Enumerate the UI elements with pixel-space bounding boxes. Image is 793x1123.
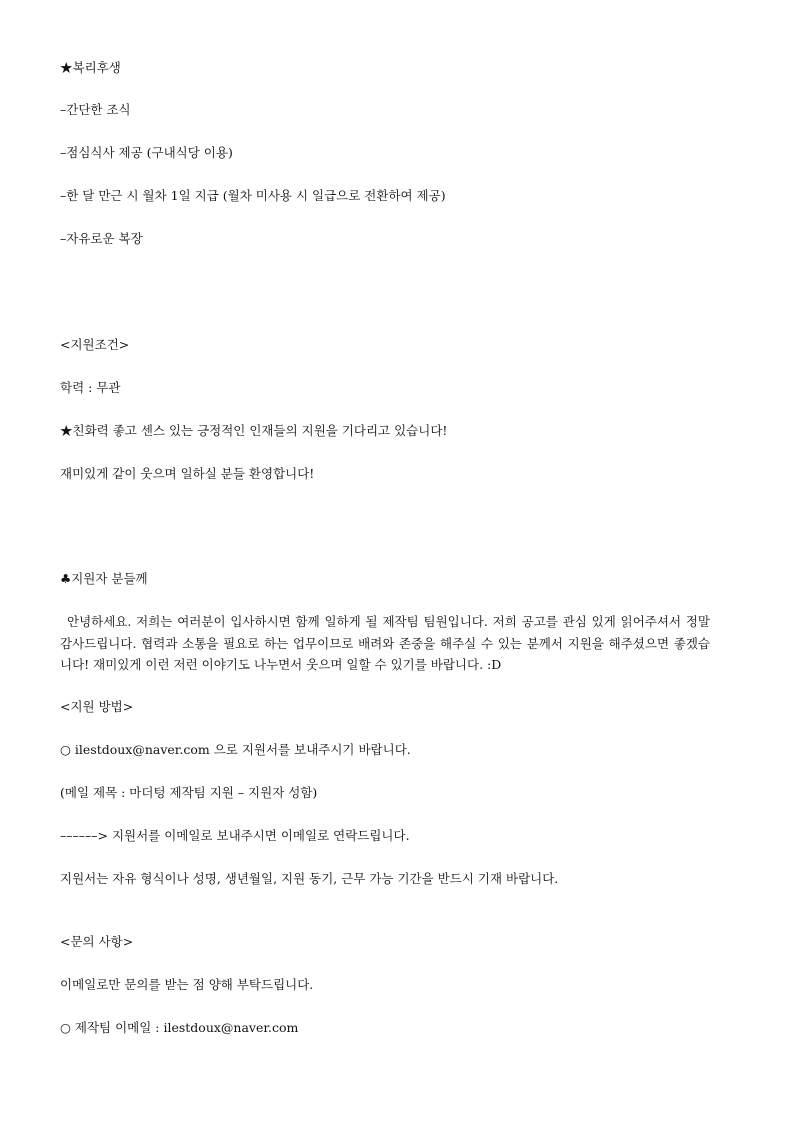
requirements-heading: <지원조건> — [60, 337, 130, 352]
apply-format-line: 지원서는 자유 형식이나 성명, 생년월일, 지원 동기, 근무 가능 기간을 반드시 기재 바랍니다. — [60, 871, 559, 886]
message-heading: ♣지원자 분들께 — [60, 571, 148, 586]
inquiry-email-line: ○ 제작팀 이메일 : ilestdoux@naver.com — [60, 1020, 299, 1035]
message-body: 안녕하세요. 저희는 여러분이 입사하시면 함께 일하게 될 제작팀 팀원입니다. 저희 공고를 관심 있게 읽어주셔서 정말 감사드립니다. 협력과 소통을 필요로 하는 업무이므로 배려와 존중을 해주실 수 있는 분께서 지원을 해주셨으면 좋겠습니다! 재미있게 이런 저런 이야기도 나누면서 웃으며 일할 수 있기를 바랍니다. :D — [60, 614, 710, 672]
apply-subject-line: (메일 제목 : 마더텅 제작팀 지원 – 지원자 성함) — [60, 785, 318, 800]
requirements-education: 학력 : 무관 — [60, 380, 121, 395]
benefit-item-monthly-leave: –한 달 만근 시 월차 1일 지급 (월차 미사용 시 일급으로 전환하여 제공) — [60, 188, 446, 203]
apply-email-line: ○ ilestdoux@naver.com 으로 지원서를 보내주시기 바랍니다. — [60, 742, 411, 757]
benefit-item-breakfast: –간단한 조식 — [60, 102, 131, 117]
benefit-item-dress-code: –자유로운 복장 — [60, 231, 143, 246]
benefit-item-lunch: –점심식사 제공 (구내식당 이용) — [60, 145, 233, 160]
apply-arrow-line: ––––––> 지원서를 이메일로 보내주시면 이메일로 연락드립니다. — [60, 828, 410, 843]
benefits-heading: ★복리후생 — [60, 60, 121, 75]
requirements-line-2: 재미있게 같이 웃으며 일하실 분들 환영합니다! — [60, 466, 315, 481]
inquiry-heading: <문의 사항> — [60, 934, 134, 949]
requirements-line-1: ★친화력 좋고 센스 있는 긍정적인 인재들의 지원을 기다리고 있습니다! — [60, 423, 448, 438]
apply-heading: <지원 방법> — [60, 699, 134, 714]
inquiry-line-1: 이메일로만 문의를 받는 점 양해 부탁드립니다. — [60, 977, 314, 992]
